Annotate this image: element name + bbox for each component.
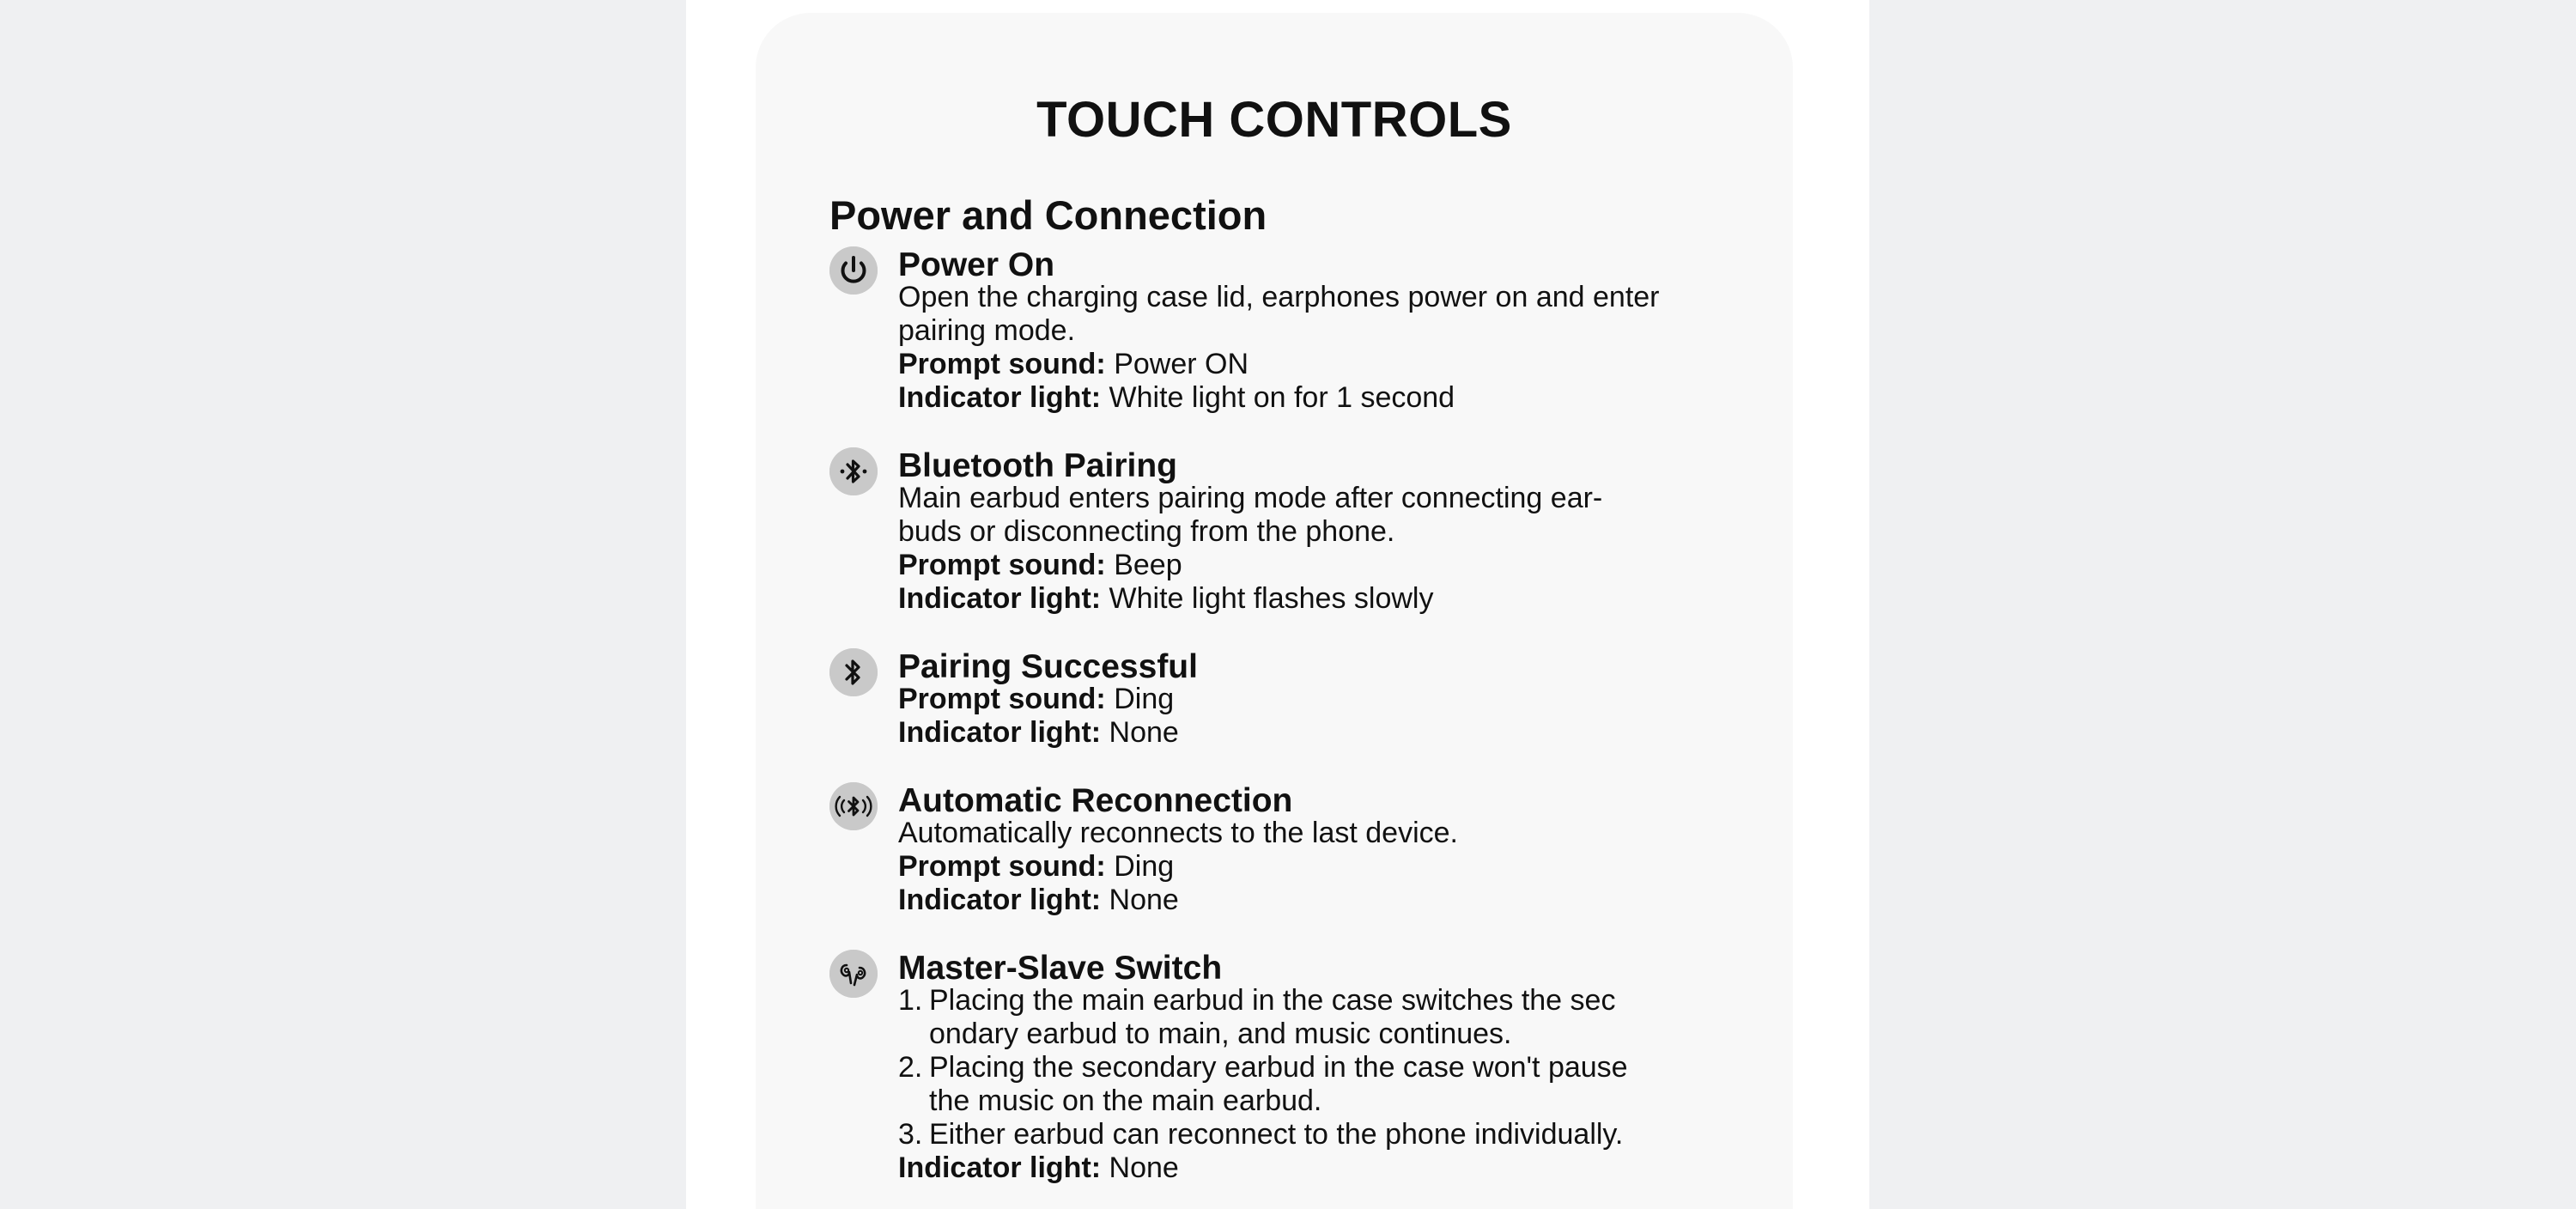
indicator-light-label: Indicator light: — [898, 716, 1102, 749]
bluetooth-reconnect-icon — [829, 782, 878, 830]
step-number: 2. — [898, 1051, 923, 1084]
prompt-sound-label: Prompt sound: — [898, 850, 1106, 883]
touch-controls-card — [756, 13, 1793, 1209]
indicator-light-row — [898, 381, 1757, 415]
step-1 — [898, 984, 1757, 1018]
item-description: buds or disconnecting from the phone. — [898, 515, 1395, 548]
indicator-light-row — [898, 884, 1757, 917]
step-3 — [898, 1118, 1757, 1151]
step-text: Placing the main earbud in the case switches the sec — [929, 984, 1616, 1017]
step-text: Placing the secondary earbud in the case won't pause — [929, 1051, 1628, 1084]
step-2 — [898, 1051, 1757, 1084]
indicator-light-value: None — [1101, 716, 1179, 749]
step-text: Either earbud can reconnect to the phone individually. — [929, 1118, 1624, 1151]
prompt-sound-value: Ding — [1105, 683, 1175, 715]
item-description: pairing mode. — [898, 314, 1076, 347]
item-heading: Pairing Successful — [898, 648, 1198, 685]
item-heading: Master-Slave Switch — [898, 950, 1223, 987]
item-heading: Automatic Reconnection — [898, 782, 1293, 819]
prompt-sound-label: Prompt sound: — [898, 683, 1106, 715]
section-title: Power and Connection — [829, 192, 1267, 238]
indicator-light-value: White light flashes slowly — [1101, 582, 1434, 615]
item-description: Automatically reconnects to the last device. — [898, 817, 1458, 849]
indicator-light-value: None — [1101, 1151, 1179, 1184]
step-number: 3. — [898, 1118, 923, 1151]
prompt-sound-row — [898, 549, 1757, 582]
indicator-light-row — [898, 1151, 1757, 1185]
item-description: Main earbud enters pairing mode after connecting ear- — [898, 482, 1603, 514]
indicator-light-label: Indicator light: — [898, 1151, 1102, 1184]
indicator-light-label: Indicator light: — [898, 582, 1102, 615]
step-1-continued — [898, 1018, 1757, 1051]
prompt-sound-row — [898, 683, 1757, 716]
indicator-light-label: Indicator light: — [898, 884, 1102, 916]
power-icon — [829, 246, 878, 295]
bluetooth-icon — [829, 648, 878, 696]
bluetooth-pairing-icon — [829, 447, 878, 495]
prompt-sound-value: Ding — [1105, 850, 1175, 883]
prompt-sound-row — [898, 348, 1757, 381]
item-heading: Bluetooth Pairing — [898, 447, 1177, 484]
indicator-light-label: Indicator light: — [898, 381, 1102, 414]
prompt-sound-value: Beep — [1105, 549, 1182, 581]
indicator-light-value: None — [1101, 884, 1179, 916]
step-text: ondary earbud to main, and music continues. — [929, 1018, 1512, 1050]
prompt-sound-label: Prompt sound: — [898, 348, 1106, 380]
prompt-sound-label: Prompt sound: — [898, 549, 1106, 581]
step-2-continued — [898, 1084, 1757, 1118]
prompt-sound-row — [898, 850, 1757, 884]
document-page — [686, 0, 1869, 1209]
indicator-light-row — [898, 716, 1757, 750]
earbuds-switch-icon — [829, 950, 878, 998]
step-number: 1. — [898, 984, 923, 1017]
prompt-sound-value: Power ON — [1105, 348, 1249, 380]
page-title: TOUCH CONTROLS — [1036, 92, 1512, 148]
item-description: Open the charging case lid, earphones power on and enter — [898, 281, 1660, 313]
indicator-light-row — [898, 582, 1757, 616]
item-heading: Power On — [898, 246, 1055, 283]
indicator-light-value: White light on for 1 second — [1101, 381, 1455, 414]
step-text: the music on the main earbud. — [929, 1084, 1322, 1117]
